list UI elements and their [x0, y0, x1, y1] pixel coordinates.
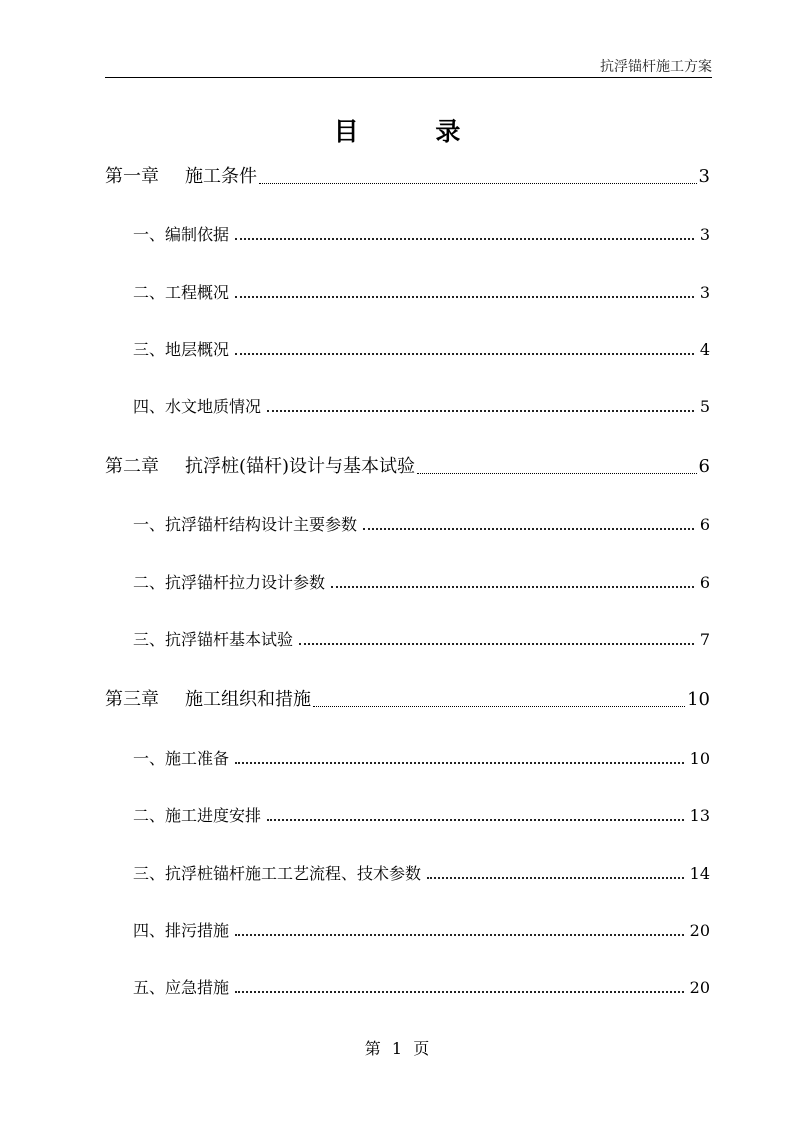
dot-leader	[235, 761, 684, 764]
dot-leader	[259, 182, 697, 184]
page-number: 14	[689, 864, 710, 883]
section-title: 一、编制依据	[133, 225, 230, 244]
toc-section-3-5[interactable]	[133, 975, 710, 998]
dot-leader	[267, 409, 694, 412]
section-title: 五、应急措施	[133, 978, 230, 997]
chapter-number: 第一章	[105, 166, 159, 187]
chapter-title: 施工条件	[185, 166, 257, 187]
page-number: 7	[699, 630, 710, 649]
toc-section-1-3[interactable]	[133, 337, 710, 360]
page-number: 6	[699, 515, 710, 534]
toc-section-3-3[interactable]	[133, 861, 710, 884]
dot-leader	[235, 295, 694, 298]
toc-chapter-3[interactable]	[105, 685, 710, 711]
toc-section-1-2[interactable]	[133, 280, 710, 303]
toc-section-3-4[interactable]	[133, 918, 710, 941]
section-title: 一、抗浮锚杆结构设计主要参数	[133, 515, 358, 534]
toc-chapter-2[interactable]	[105, 452, 710, 478]
dot-leader	[235, 352, 694, 355]
page-number: 20	[689, 921, 710, 940]
page-number: 3	[698, 166, 710, 187]
section-title: 三、抗浮桩锚杆施工工艺流程、技术参数	[133, 864, 422, 883]
toc-chapter-1[interactable]	[105, 162, 710, 188]
page-number: 3	[699, 225, 710, 244]
dot-leader	[235, 990, 684, 993]
dot-leader	[267, 818, 684, 821]
toc-section-1-4[interactable]	[133, 394, 710, 417]
page-number: 4	[699, 340, 710, 359]
section-title: 二、施工进度安排	[133, 806, 262, 825]
toc-section-2-2[interactable]	[133, 570, 710, 593]
section-title: 四、水文地质情况	[133, 397, 262, 416]
dot-leader	[235, 237, 694, 240]
page-number: 10	[689, 749, 710, 768]
section-title: 三、地层概况	[133, 340, 230, 359]
toc-section-2-3[interactable]	[133, 627, 710, 650]
toc-section-2-1[interactable]	[133, 512, 710, 535]
footer-suffix: 页	[413, 1039, 430, 1058]
page-number: 6	[699, 573, 710, 592]
page-number: 6	[698, 456, 710, 477]
page-number: 3	[699, 283, 710, 302]
dot-leader	[427, 876, 684, 879]
footer-prefix: 第	[364, 1039, 381, 1058]
chapter-number: 第三章	[105, 689, 159, 710]
page-number: 13	[689, 806, 710, 825]
dot-leader	[331, 585, 694, 588]
toc-title: 目 录	[333, 117, 495, 146]
running-header: 抗浮锚杆施工方案	[600, 59, 712, 75]
section-title: 四、排污措施	[133, 921, 230, 940]
dot-leader	[363, 527, 694, 530]
section-title: 一、施工准备	[133, 749, 230, 768]
section-title: 二、抗浮锚杆拉力设计参数	[133, 573, 326, 592]
page-number: 5	[699, 397, 710, 416]
toc-section-3-1[interactable]	[133, 746, 710, 769]
toc-section-3-2[interactable]	[133, 803, 710, 826]
header-rule	[105, 77, 712, 78]
section-title: 三、抗浮锚杆基本试验	[133, 630, 294, 649]
page-number: 20	[689, 978, 710, 997]
dot-leader	[235, 933, 684, 936]
chapter-number: 第二章	[105, 456, 159, 477]
chapter-title: 抗浮桩(锚杆)设计与基本试验	[185, 456, 416, 477]
chapter-title: 施工组织和措施	[185, 689, 311, 710]
page-footer	[0, 1036, 794, 1059]
toc-section-1-1[interactable]	[133, 222, 710, 245]
footer-page-number: 1	[391, 1039, 403, 1058]
dot-leader	[313, 705, 685, 707]
section-title: 二、工程概况	[133, 283, 230, 302]
page-number: 10	[687, 689, 710, 710]
dot-leader	[299, 642, 694, 645]
dot-leader	[417, 472, 697, 474]
